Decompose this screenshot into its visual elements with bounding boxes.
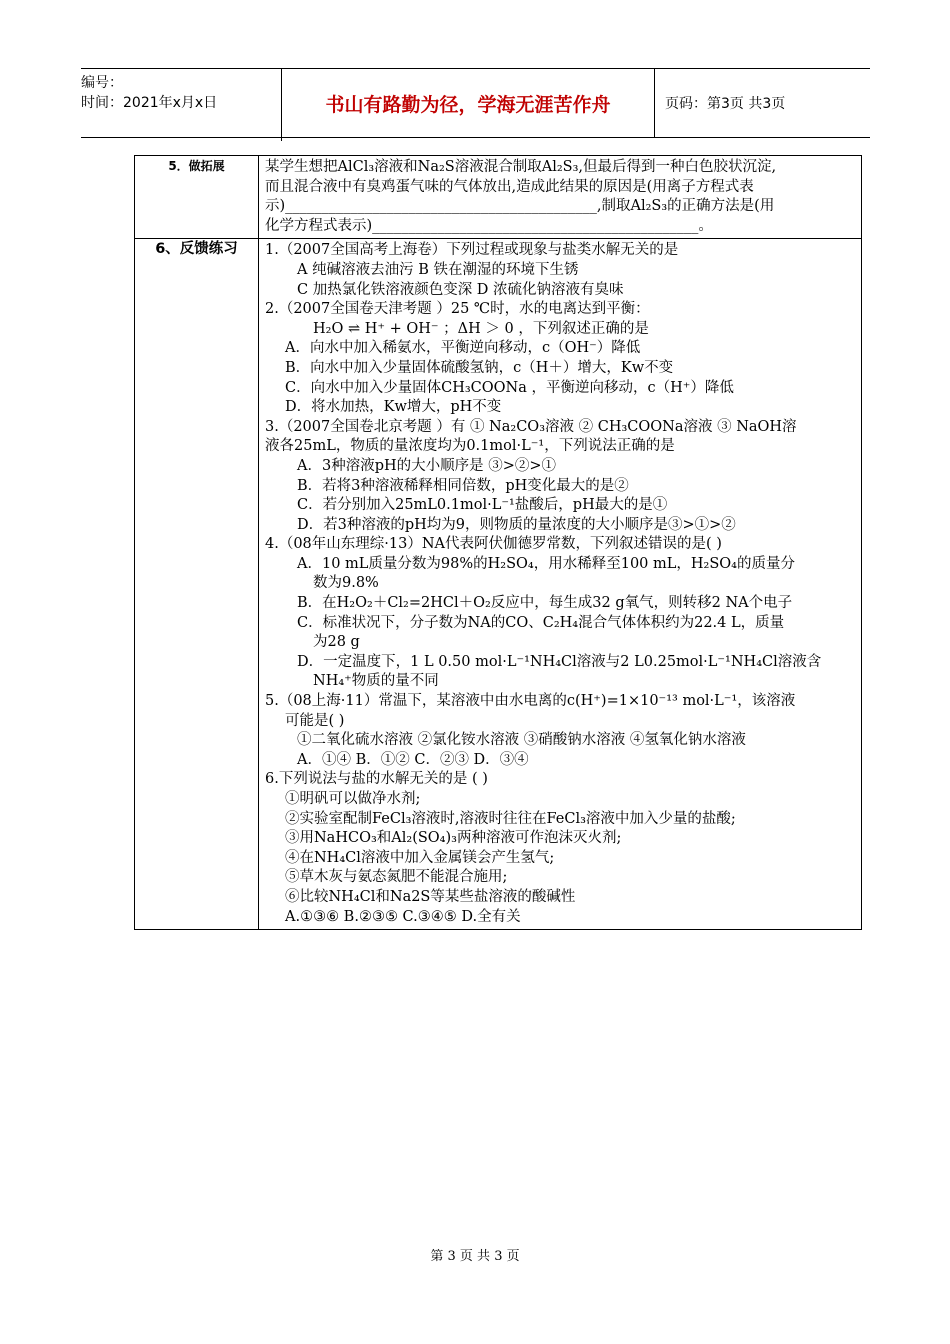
option-line: B．向水中加入少量固体硫酸氢钠，c（H＋）增大，Kw不变 xyxy=(285,359,674,376)
section-5-row xyxy=(135,156,862,239)
section-5-line: 化学方程式表示)_____________________________________________。 xyxy=(265,217,713,234)
section-5-label: 5．做拓展 xyxy=(135,156,259,239)
option-line: C．标准状况下，分子数为NA的CO、C₂H₄混合气体体积约为22.4 L，质量 xyxy=(297,614,785,631)
page-header xyxy=(81,68,870,138)
header-motto: 书山有路勤为径，学海无涯苦作舟 xyxy=(282,69,655,137)
section-5-body xyxy=(259,156,862,239)
time-label: 时间：2021年x月x日 xyxy=(81,95,218,111)
option-line: C．向水中加入少量固体CH₃COONa ，平衡逆向移动，c（H⁺）降低 xyxy=(285,379,734,396)
question-line: 4.（08年山东理综·13）NA代表阿伏伽德罗常数，下列叙述错误的是( ) xyxy=(265,536,722,553)
option-line: B．若将3种溶液稀释相同倍数，pH变化最大的是② xyxy=(297,477,629,494)
option-line: C 加热氯化铁溶液颜色变深 D 浓硫化钠溶液有臭味 xyxy=(297,281,624,298)
option-line: A 纯碱溶液去油污 B 铁在潮湿的环境下生锈 xyxy=(297,261,579,278)
option-line: D．将水加热，Kw增大，pH不变 xyxy=(285,399,502,416)
option-line: ④在NH₄Cl溶液中加入金属镁会产生氢气; xyxy=(285,849,555,866)
option-line: ⑤草木灰与氨态氮肥不能混合施用; xyxy=(285,869,508,886)
option-line: A．①④ B．①② C．②③ D．③④ xyxy=(297,751,529,768)
option-line: D．一定温度下，1 L 0.50 mol·L⁻¹NH₄Cl溶液与2 L0.25mol·L⁻¹NH₄Cl溶液含 xyxy=(297,653,822,670)
header-page-label: 页码：第3页 共3页 xyxy=(665,96,786,112)
option-line: D．若3种溶液的pH均为9，则物质的量浓度的大小顺序是③>①>② xyxy=(297,516,736,533)
worksheet-table xyxy=(134,155,862,930)
option-line: 为28 g xyxy=(313,634,360,651)
option-line: B．在H₂O₂＋Cl₂=2HCl＋O₂反应中，每生成32 g氧气，则转移2 NA个电子 xyxy=(297,595,793,612)
section-6-label: 6、反馈练习 xyxy=(135,239,259,930)
question-line: 6.下列说法与盐的水解无关的是 ( ) xyxy=(265,771,488,788)
section-5-line: 某学生想把AlCl₃溶液和Na₂S溶液混合制取Al₂S₃,但最后得到一种白色胶状沉淀, xyxy=(265,159,777,175)
option-line: A．3种溶液pH的大小顺序是 ③>②>① xyxy=(297,457,557,474)
option-line: ①明矾可以做净水剂; xyxy=(285,791,421,807)
option-line: 数为9.8% xyxy=(313,575,379,592)
option-line: A．向水中加入稀氨水，平衡逆向移动，c（OH⁻）降低 xyxy=(285,340,641,357)
section-6-body xyxy=(259,239,862,930)
option-line: NH₄⁺物质的量不同 xyxy=(313,673,439,690)
option-line: C．若分别加入25mL0.1mol·L⁻¹盐酸后，pH最大的是① xyxy=(297,497,668,514)
question-line: 2.（2007全国卷天津考题 ）25 ℃时，水的电离达到平衡： xyxy=(265,301,650,318)
option-line: ②实验室配制FeCl₃溶液时,溶液时往往在FeCl₃溶液中加入少量的盐酸; xyxy=(285,810,736,827)
header-meta xyxy=(81,69,282,141)
question-line: 5.（08上海·11）常温下，某溶液中由水电离的c(H⁺)=1×10⁻¹³ mol·L⁻¹，该溶液 xyxy=(265,693,796,710)
equation-line: H₂O ⇌ H⁺ + OH⁻ ；ΔH ＞ 0 ，下列叙述正确的是 xyxy=(313,320,649,337)
option-line: ③用NaHCO₃和Al₂(SO₄)₃两种溶液可作泡沫灭火剂; xyxy=(285,830,622,847)
section-5-line: 而且混合液中有臭鸡蛋气味的气体放出,造成此结果的原因是(用离子方程式表 xyxy=(265,178,754,195)
number-label: 编号： xyxy=(81,75,123,91)
section-6-row xyxy=(135,239,862,930)
section-5-line: 示)___________________________________________,制取Al₂S₃的正确方法是(用 xyxy=(265,198,775,215)
question-line: 可能是( ) xyxy=(285,712,345,729)
question-line: 1.（2007全国高考上海卷）下列过程或现象与盐类水解无关的是 xyxy=(265,242,679,259)
option-line: A.①③⑥ B.②③⑤ C.③④⑤ D.全有关 xyxy=(285,908,521,925)
question-line: 液各25mL，物质的量浓度均为0.1mol·L⁻¹，下列说法正确的是 xyxy=(265,438,675,455)
option-line: ⑥比较NH₄Cl和Na2S等某些盐溶液的酸碱性 xyxy=(285,888,576,905)
question-line: 3.（2007全国卷北京考题 ）有 ① Na₂CO₃溶液 ② CH₃COONa溶液 ③ NaOH溶 xyxy=(265,418,797,435)
option-line: ①二氧化硫水溶液 ②氯化铵水溶液 ③硝酸钠水溶液 ④氢氧化钠水溶液 xyxy=(297,732,746,749)
page-footer: 第 3 页 共 3 页 xyxy=(430,1249,520,1264)
option-line: A．10 mL质量分数为98%的H₂SO₄，用水稀释至100 mL，H₂SO₄的质量分 xyxy=(297,555,795,572)
